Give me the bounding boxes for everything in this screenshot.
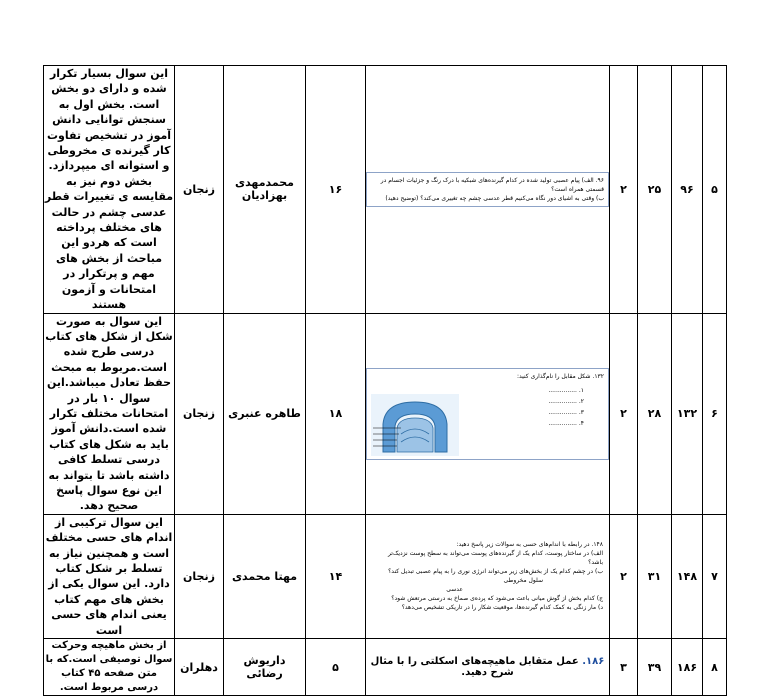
row-index: ۸ (703, 639, 727, 696)
table-row (44, 514, 727, 638)
score: ۲ (610, 514, 638, 638)
question-text-block (517, 372, 604, 429)
repeat-count: ۱۴ (306, 514, 366, 638)
question-number: ۱۸۶ (672, 639, 703, 696)
question-cell (366, 66, 610, 314)
score: ۳ (610, 639, 638, 696)
score: ۲ (610, 313, 638, 514)
option-text: عدسی (446, 586, 463, 594)
analysis-text: از بخش ماهیچه وحرکت سوال توصیفی است.که با متن صفحه ۴۵ کتاب درسی مربوط است. (44, 639, 175, 696)
city-name: زنجان (175, 66, 224, 314)
teacher-name: داریوش رضائی (224, 639, 306, 696)
table-row (44, 313, 727, 514)
option-text: سلول مخروطی (503, 577, 543, 585)
question-line: د) مار زنگی به کمک کدام گیرنده‌ها، موقعیت شکار را در تاریکی تشخیص می‌دهد؟ (401, 604, 603, 612)
question-line: ۹۶. الف) پیام عصبی تولید شده در کدام گیرنده‌های شبکیه با درک رنگ و جزئیات اجسام در قسمتی همراه است؟ (380, 176, 604, 193)
repeat-count: ۱۶ (306, 66, 366, 314)
teacher-name: محمدمهدی بهزادیان (224, 66, 306, 314)
page-number: ۲۸ (638, 313, 672, 514)
table-row (44, 66, 727, 314)
page-number: ۳۱ (638, 514, 672, 638)
teacher-name: طاهره عنبری (224, 313, 306, 514)
repeat-count: ۱۸ (306, 313, 366, 514)
question-line: الف) در ساختار پوست، کدام یک از گیرنده‌های پوست می‌تواند به سطح پوست نزدیک‌تر باشد؟ (388, 550, 603, 567)
questions-table (43, 65, 727, 696)
teacher-name: مهتا محمدی (224, 514, 306, 638)
question-line: ب) در چشم کدام یک از بخش‌های زیر می‌تواند انرژی نوری را به پیام عصبی تبدیل کند؟ (388, 568, 603, 576)
analysis-text: این سوال بسیار تکرار شده و دارای دو بخش است. بخش اول به سنجش توانایی دانش آموز در تشخیص تفاوت کار گیرنده ی مخروطی و استوانه ای میپردازد. بخش دوم نیز به مقایسه ی تغییرات قطر عدسی چشم در حالت های مختلف پرداخته است که هردو این مباحث از بخش های مهم و پرتکرار در امتحانات و آزمون هستند (44, 67, 174, 312)
question-line: ج) کدام بخش از گوش میانی باعث می‌شود که پرده‌ی صماخ به درستی مرتعش شود؟ (391, 595, 603, 603)
repeat-count: ۵ (306, 639, 366, 696)
row-index: ۶ (703, 313, 727, 514)
question-text: عمل متقابل ماهیچه‌های اسکلتی را با مثال شرح دهید. (370, 656, 579, 679)
question-frame (366, 172, 609, 207)
analysis-text: این سوال به صورت شکل از شکل های کتاب درسی طرح شده است.مربوط به مبحث حفظ تعادل میباشد.این سوال ۱۰ بار در امتحانات مختلف تکرار شده است.دانش آموز باید به شکل های کتاب درسی تسلط کافی داشته باشد تا بتواند به این نوع سوال پاسخ صحیح دهد. (45, 314, 173, 513)
question-number: ۱۳۲ (672, 313, 703, 514)
score: ۲ (610, 66, 638, 314)
question-frame (366, 368, 609, 460)
question-cell (366, 514, 610, 638)
row-index: ۵ (703, 66, 727, 314)
question-number: ۹۶ (672, 66, 703, 314)
analysis-text: این سوال ترکیبی از اندام های حسی مختلف است و همچنین نیاز به تسلط بر شکل کتاب دارد. این سوال یکی از بخش های مهم کتاب یعنی اندام های حسی است (44, 514, 175, 638)
blank-line: ۳. ............... (548, 408, 584, 416)
blank-line: ۲. ............... (548, 397, 584, 405)
row-index: ۷ (703, 514, 727, 638)
page-number: ۲۵ (638, 66, 672, 314)
city-name: زنجان (175, 313, 224, 514)
question-lead-number: ۱۸۶. (582, 656, 605, 668)
page-number: ۳۹ (638, 639, 672, 696)
question-line: ب) وقتی به اشیای دور نگاه می‌کنیم قطر عدسی چشم چه تغییری می‌کند؟ (توضیح دهید) (385, 194, 604, 202)
inner-ear-figure (371, 394, 459, 456)
table-row (44, 639, 727, 696)
question-number: ۱۴۸ (672, 514, 703, 638)
city-name: دهلران (175, 639, 224, 696)
city-name: زنجان (175, 514, 224, 638)
question-line: ۱۳۲. شکل مقابل را نام‌گذاری کنید: (517, 372, 604, 380)
question-cell (366, 313, 610, 514)
question-cell (366, 639, 610, 696)
blank-line: ۴. ............... (548, 419, 584, 427)
question-line: ۱۴۸. در رابطه با اندام‌های حسی به سوالات زیر پاسخ دهید: (456, 541, 603, 549)
blank-line: ۱. ............... (548, 386, 584, 394)
